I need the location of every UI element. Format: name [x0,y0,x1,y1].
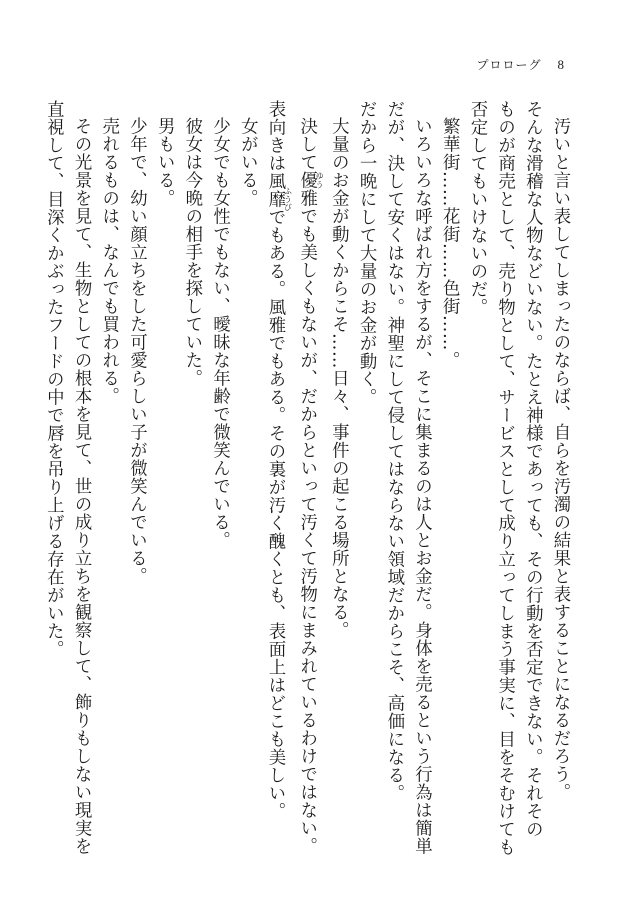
text-line: だから一晩にして大量のお金が動く。 [356,100,377,406]
text-line: 決して優ゆう雅でも美しくもないが、だからといって汚くて汚物にまみれているわけではない。 [296,117,325,856]
text-line: だが、決して安くはない。神聖にして侵してはならない領域だからこそ、高価になる。 [383,100,404,802]
text-line: 表向きは風靡ふうびでもある。風雅でもある。その裏が汚く醜くとも、表面上はどこも美しい。 [264,100,293,820]
text-line: 直視して、目深くかぶったフードの中で唇を吊り上げる存在がいた。 [43,100,64,658]
text-line: 少年で、幼い顔立ちをした可愛らしい子が微笑んでいる。 [126,117,147,586]
text-line: 女がいる。 [237,117,258,208]
text-line: 大量のお金が動くからこそ……日々、事件の起こる場所となる。 [328,117,349,640]
text-line: 繁華街……花街……色街……。 [439,117,460,370]
chapter-title: プロローグ [476,58,542,72]
body-text [39,100,573,856]
text-line: その光景を見て、生物としての根本を見て、世の成り立ちを観察して、飾りもしない現実を [71,117,92,856]
text-line: 少女でも女性でもない、曖昧な年齢で微笑んでいる。 [209,117,230,550]
text-line: 売れるものは、なんでも買われる。 [98,117,119,406]
text-line: そんな滑稽な人物などいない。たとえ神様であっても、その行動を否定できない。それその [522,100,543,838]
text-line: いろいろな呼ばれ方をするが、そこに集まるのは人とお金だ。身体を売るという行為は簡単 [411,117,432,856]
text-line: 否定してもいけないのだ。 [466,100,487,316]
text-line: 汚いと言い表してしまったのならば、自らを汚濁の結果と表することになるだろう。 [550,117,570,802]
text-line: 男もいる。 [154,117,175,208]
running-header [476,56,565,73]
text-line: ものが商売として、売り物として、サービスとして成り立ってしまう事実に、目をそむけても [494,100,515,856]
text-line: 彼女は今晩の相手を探していた。 [181,117,202,388]
ruby-annotation: 優ゆう [296,171,325,190]
ruby-annotation: 靡ふうび [264,187,293,211]
page-number: 8 [557,57,565,72]
